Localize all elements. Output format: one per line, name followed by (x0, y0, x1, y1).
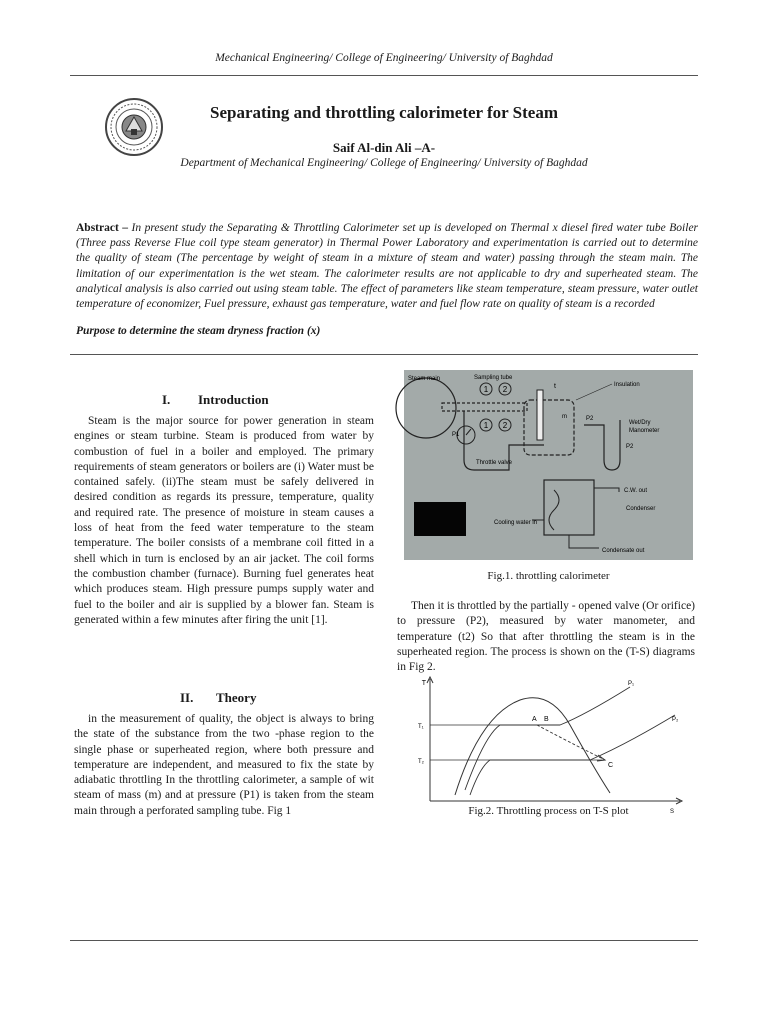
paper-title: Separating and throttling calorimeter for Steam (210, 103, 558, 122)
fig2-label-c: C (608, 762, 614, 769)
fig1-label-2b: 2 (502, 421, 508, 430)
fig2-y-axis-label: T (421, 680, 426, 687)
introduction-heading (162, 392, 269, 408)
abstract (76, 221, 698, 312)
fig2-x-axis-label: S (670, 809, 675, 815)
fig1-label-insulation: Insulation (614, 382, 640, 388)
fig1-label-cwin: Cooling water in (494, 520, 538, 526)
figure1-caption: Fig.1. throttling calorimeter (487, 570, 610, 582)
fig1-label-2a: 2 (502, 385, 508, 394)
fig1-label-1b: 1 (483, 421, 489, 430)
fig1-label-steammain: Steam main (408, 376, 441, 382)
fig2-label-a: A (532, 716, 537, 723)
introduction-paragraph: Steam is the major source for power generation in steam engines or steam turbine. Steam is produced from water by combustion of fuel in a boiler and employed. The primary requirements of steam generators or boilers are (i) Water must be contained safely. (ii)The steam must be safely delivered in desired condition as regards its pressure, temperature, quality and required rate. The presence of moisture in steam causes a loss of heat from the feed water temperature to the steam temperature. The boiler consists of a membrane coil fitted in a shell which in turn is enclosed by an air jacket. The coil forms the combustion chamber (furnace). Burning fuel generates heat which produces steam. High pressure pumps supply water and fuel to the boiler and air is supplied by a blower fan. Steam is generated within a few minutes after firing the unit [1]. (74, 415, 374, 626)
fig1-label-m: m (562, 414, 567, 420)
journal-header: Mechanical Engineering/ College of Engineering/ University of Baghdad (215, 52, 553, 64)
fig2-label-t1: T₁ (418, 724, 424, 730)
abstract-rule (70, 354, 698, 355)
abstract-label: Abstract – (76, 222, 129, 234)
fig1-label-p2b: P2 (626, 444, 634, 450)
figure1-photo (404, 370, 693, 560)
author-affiliation: Department of Mechanical Engineering/ College of Engineering/ University of Baghdad (180, 157, 588, 169)
author-name: Saif Al-din Ali –A- (332, 140, 436, 155)
fig2-label-b: B (544, 716, 549, 723)
fig1-label-condenser: Condenser (626, 506, 656, 512)
footer-rule (70, 940, 698, 941)
throttling-paragraph-text: Then it is throttled by the partially - opened valve (Or orifice) to pressure (P2), measured by water manometer, and temperature (t2) So that after throttling the steam is in the superheated region. The process is shown on the (T-S) diagrams in Fig 2. (397, 600, 695, 674)
fig2-label-t2: T₂ (418, 759, 424, 765)
abstract-purpose: Purpose to determine the steam dryness fraction (x) (76, 325, 321, 337)
fig1-label-condensate: Condensate out (602, 548, 645, 554)
fig2-label-p1: P₁ (628, 681, 635, 687)
header-rule (70, 75, 698, 76)
abstract-text: In present study the Separating & Throttling Calorimeter set up is developed on Thermal x diesel fired water tube Boiler (Three pass Reverse Flue coil type steam generator) in Thermal Power Laboratory and experimentation is carried out to determine the quality of steam (The percentage by weight of steam in a mixture of steam and water) passing through the steam main. The limitation of our experimentation is the wet steam. The calorimeter results are not applicable to dry and superheated steam. The analytical analysis is also carried out using steam table. The effect of parameters like steam temperature, steam pressure, water outlet temperature of economizer, Fuel pressure, exhaust gas temperature, water and fuel flow rate on quality of steam is a recorded (76, 222, 699, 311)
fig1-label-cwout: C.W. out (624, 488, 648, 494)
introduction-number: I. (162, 392, 171, 407)
introduction-body (74, 414, 374, 628)
throttling-paragraph (397, 599, 695, 675)
fig1-label-1: 1 (483, 385, 489, 394)
fig1-label-p2: P2 (586, 416, 594, 422)
fig1-label-throttle: Throttle valve (476, 460, 513, 466)
university-seal-icon (104, 97, 164, 157)
fig1-label-p1: P1 (452, 432, 460, 438)
fig2-label-p2: P₂ (672, 717, 679, 723)
figure2-caption: Fig.2. Throttling process on T-S plot (468, 805, 629, 817)
introduction-title: Introduction (198, 392, 269, 407)
theory-body (74, 712, 374, 819)
redaction-box (414, 502, 466, 536)
theory-title: Theory (216, 690, 257, 705)
theory-number: II. (180, 690, 194, 705)
fig1-label-sampling: Sampling tube (474, 375, 513, 381)
theory-heading (180, 690, 256, 706)
fig1-label-manometer: Manometer (629, 428, 660, 434)
theory-paragraph: in the measurement of quality, the object is always to bring the state of the substance from the two -phase region to the single phase or superheated region, where both pressure and temperature are independent, and measured to fix the state by adiabatic throttling In the throttling calorimeter, a sample of wit steam of mass (m) and at pressure (P1) is taken from the steam main through a perforated sampling tube. Fig 1 (74, 713, 374, 817)
fig1-label-t: t (554, 383, 556, 390)
fig1-label-wetdry: Wet/Dry (629, 420, 651, 426)
